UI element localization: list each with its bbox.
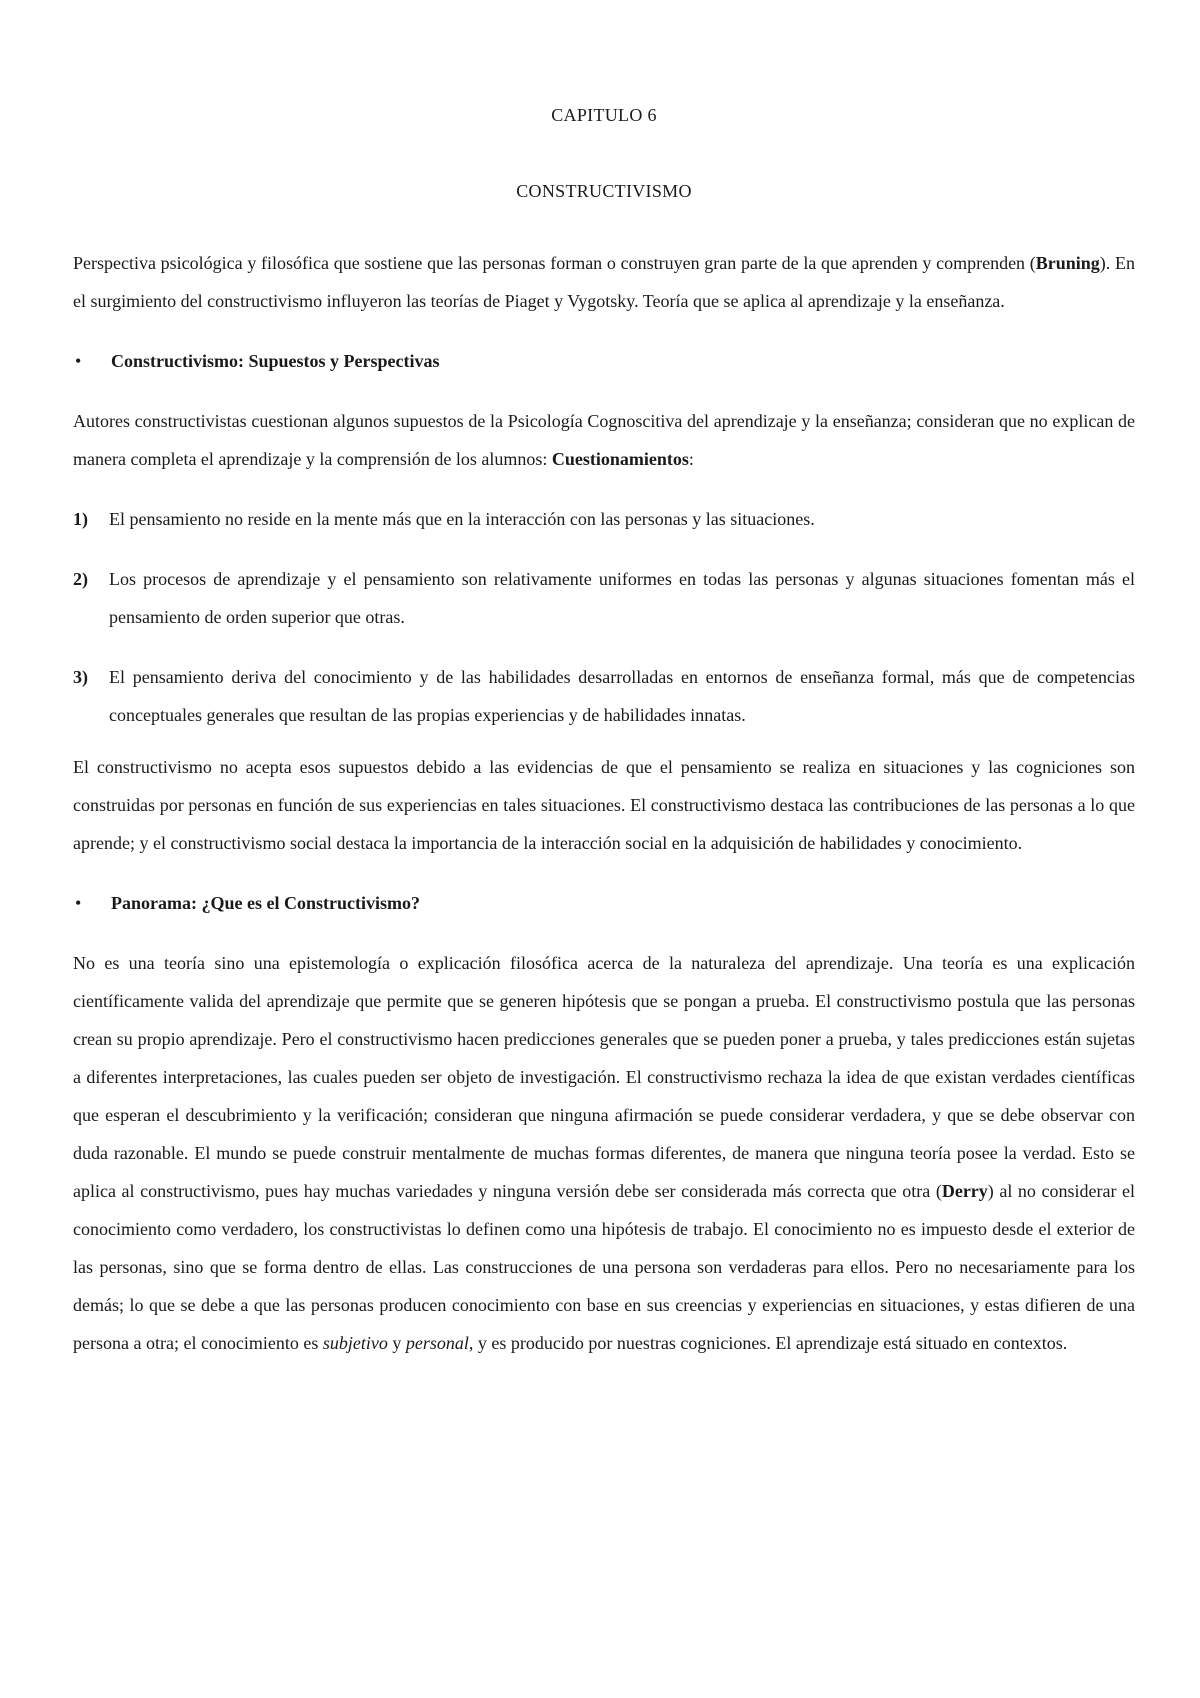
panorama-text-2: ) al no considerar el conocimiento como verdadero, los constructivistas lo definen como una hipótesis de trabajo. El conocimiento no es impuesto desde el exterior de las personas, sino que se forma dentro de ellas. Las construcciones de una persona son verdaderas para ellos. Pero no necesariamente para los demás; lo que se debe a que las personas producen conocimiento con base en sus creencias y experiencias en situaciones, y estas difieren de una persona a otra; el conocimiento es <box>73 1181 1136 1353</box>
panorama-text-4: , y es producido por nuestras cogniciones. El aprendizaje está situado en contextos. <box>468 1333 1068 1353</box>
chapter-title: CAPITULO 6 <box>551 105 657 125</box>
bullet-icon: • <box>75 893 82 913</box>
list-item <box>73 560 1135 636</box>
list-text: El pensamiento no reside en la mente más que en la interacción con las personas y las situaciones. <box>109 509 815 529</box>
list-item <box>73 658 1135 734</box>
panorama-text-3: y <box>387 1333 406 1353</box>
list-text: Los procesos de aprendizaje y el pensamiento son relativamente uniformes en todas las personas y algunas situaciones fomentan más el pensamiento de orden superior que otras. <box>109 569 1135 627</box>
section-heading-supuestos <box>73 342 1135 380</box>
chapter-subtitle: CONSTRUCTIVISMO <box>516 181 692 201</box>
list-text: El pensamiento deriva del conocimiento y de las habilidades desarrolladas en entornos de enseñanza formal, más que de competencias conceptuales generales que resultan de las propias experiencias y de habilidades innatas. <box>109 667 1135 725</box>
section1-paragraph <box>73 402 1135 478</box>
section-heading-text: Constructivismo: Supuestos y Perspectivas <box>111 351 440 371</box>
section-heading-panorama <box>73 884 1135 922</box>
list-number: 2) <box>73 569 88 589</box>
panorama-text-1: No es una teoría sino una epistemología o explicación filosófica acerca de la naturaleza del aprendizaje. Una teoría es una explicación científicamente valida del aprendizaje que permite que se generen hipótesis que se pongan a prueba. El constructivismo postula que las personas crean su propio aprendizaje. Pero el constructivismo hacen predicciones generales que se pueden poner a prueba, y tales predicciones están sujetas a diferentes interpretaciones, las cuales pueden ser objeto de investigación. El constructivismo rechaza la idea de que existan verdades científicas que esperan el descubrimiento y la verificación; consideran que ninguna afirmación se puede considerar verdadera, y que se debe observar con duda razonable. El mundo se puede construir mentalmente de muchas formas diferentes, de manera que ninguna teoría posee la verdad. Esto se aplica al constructivismo, pues hay muchas variedades y ninguna versión debe ser considerada más correcta que otra ( <box>73 953 1135 1201</box>
bullet-icon: • <box>75 351 82 371</box>
italic-subjetivo: subjetivo <box>322 1333 388 1353</box>
citation-derry: Derry <box>941 1181 988 1201</box>
citation-bruning: Bruning <box>1035 253 1100 273</box>
intro-paragraph <box>73 244 1135 320</box>
list-number: 1) <box>73 509 88 529</box>
intro-text-2: ). En el surgimiento del constructivismo influyeron las teorías de Piaget y Vygotsky. Teoría que se aplica al aprendizaje y la enseñanza. <box>73 253 1135 311</box>
list-item <box>73 500 1135 538</box>
conclusion-paragraph: El constructivismo no acepta esos supuestos debido a las evidencias de que el pensamiento se realiza en situaciones y las cogniciones son construidas por personas en función de sus experiencias en tales situaciones. El constructivismo destaca las contribuciones de las personas a lo que aprende; y el constructivismo social destaca la importancia de la interacción social en la adquisición de habilidades y conocimiento. <box>73 757 1135 853</box>
section1-colon: : <box>688 449 694 469</box>
section-heading-text: Panorama: ¿Que es el Constructivismo? <box>111 893 420 913</box>
intro-text-1: Perspectiva psicológica y filosófica que sostiene que las personas forman o construyen gran parte de la que aprenden y comprenden ( <box>73 253 1036 273</box>
panorama-paragraph <box>73 944 1135 1362</box>
italic-personal: personal <box>405 1333 469 1353</box>
list-number: 3) <box>73 667 88 687</box>
cuestionamientos-label: Cuestionamientos <box>551 449 689 469</box>
section1-text: Autores constructivistas cuestionan algunos supuestos de la Psicología Cognoscitiva del aprendizaje y la enseñanza; consideran que no explican de manera completa el aprendizaje y la comprensión de los alumnos: <box>73 411 1135 469</box>
